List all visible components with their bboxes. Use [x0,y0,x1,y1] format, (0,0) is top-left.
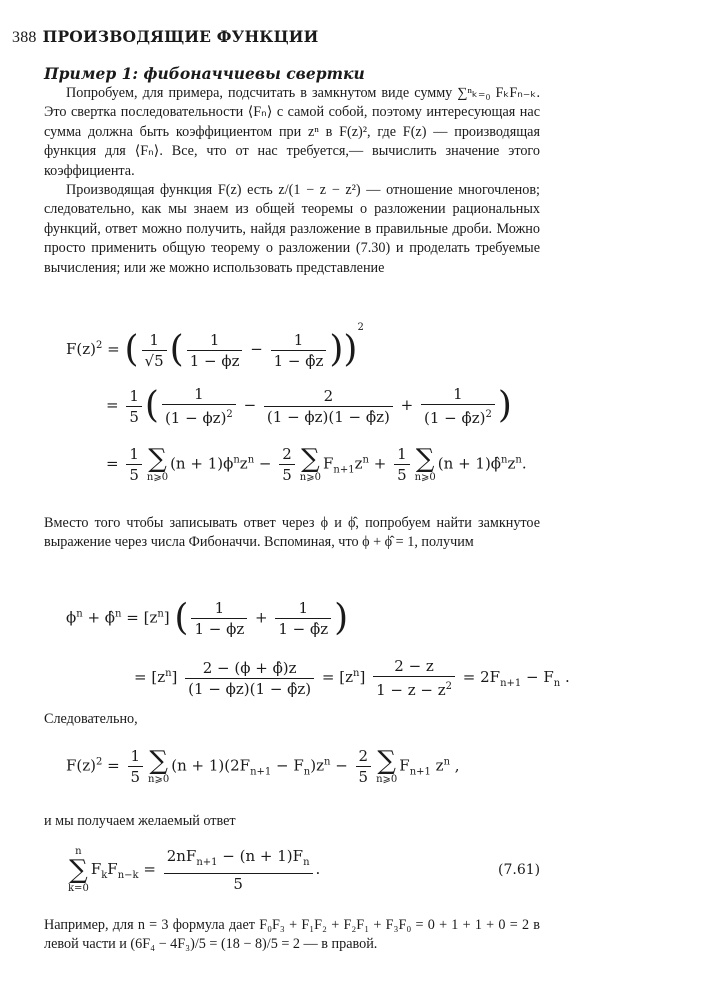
paragraph-2: Производящая функция F(z) есть z/(1 − z − z²) — отношение многочленов; следовательно, как мы знаем из общей теоремы о разложении рациональных функций, ответ можно получить, найдя разложение в правильные дроби. Можно просто применить общую теорему о разложении (7.30) и проделать требуемые вычисления; или же можно использовать представление [44,182,540,276]
chapter-title: ПРОИЗВОДЯЩИЕ ФУНКЦИИ [42,27,319,46]
paragraph-5: и мы получаем желаемый ответ [44,813,236,829]
equation-fz-squared-fib: $F(z)^2$ = $\frac{1}{5}$ ∑ n⩾0 $(n + 1)(2F_{n+1} - F_n)z^n$ − $\frac{2}{5}$ ∑ n⩾0 $F_{n+1}$ $z^n$ , [66,746,460,786]
paragraph-3: Вместо того чтобы записывать ответ через ϕ и ϕ̂, попробуем найти замкнутое выражение через числа Фибоначчи. Вспоминая, что ϕ + ϕ̂ = 1, получим [44,515,540,551]
equation-fz-squared-line3: = $\frac{1}{5}$ ∑ n⩾0 $(n + 1)\phi^nz^n$ − $\frac{2}{5}$ ∑ n⩾0 $F_{n+1}z^n$ + $\frac{1}{5}$ ∑ n⩾0 $(n + 1)\phî^nz^n$. [106,444,527,484]
page-number: 388 [12,29,37,46]
equation-phi-power-line2: = $[z^n]$ $\frac{2 - (\phi + \phî)z}{(1 - \phi z)(1 - \phîz)}$ = $[z^n]$ $\frac{2 - z}{1 - z - z^2}$ = $2F_{n+1} - F_n$ . [134,657,570,699]
paragraph-4: Следовательно, [44,711,138,727]
equation-phi-power-line1: $\phi^n$ + ϕ̂$^n$ = $[z^n]$ ( $\frac{1}{1 - \phi z}$ + $\frac{1}{1 - \phîz}$ ) [66,597,349,639]
paragraph-5-block [44,812,540,831]
equation-fz-squared-line1: $F(z)^2$ = ( $\frac{1}{√5}$ ( $\frac{1}{1 - \phi z}$ − $\frac{1}{1 - \phîz}$ ))$^2$ [66,322,364,370]
equation-fz-squared-line2: = $\frac{1}{5}$ ( $\frac{1}{(1 - \phi z)^2}$ − $\frac{2}{(1 - \phi z)(1 - \phîz)}$ + $\frac{1}{(1 - \phîz)^2}$ ) [106,385,512,427]
equation-7-61: n ∑ k=0 $F_kF_{n-k}$ = $\frac{2nF_{n+1} - (n + 1)F_n}{5}$ . [68,846,321,894]
paragraph-1: Попробуем, для примера, подсчитать в замкнутом виде сумму ∑ⁿₖ₌₀ FₖFₙ₋ₖ. Это свертка последовательности ⟨Fₙ⟩ с самой собой, поэтому интересующая нас сумма должна быть коэффициентом при zⁿ в F(z)², где F(z) — производящая функция для ⟨Fₙ⟩. Все, что от нас требуется,— вычислить значение этого коэффициента. [44,85,540,179]
running-header [12,27,318,47]
equation-number: (7.61) [498,862,541,878]
paragraph-intro [44,84,540,278]
paragraph-3-block [44,514,540,553]
section-heading: Пример 1: фибоначчиевы свертки [44,64,365,83]
paragraph-6-block [44,916,540,955]
paragraph-6: Например, для n = 3 формула дает F₀F₃ + F₁F₂ + F₂F₁ + F₃F₀ = 0 + 1 + 1 + 0 = 2 в левой части и (6F₄ − 4F₃)/5 = (18 − 8)/5 = 2 — в правой. [44,917,540,953]
paragraph-4-block [44,710,540,729]
